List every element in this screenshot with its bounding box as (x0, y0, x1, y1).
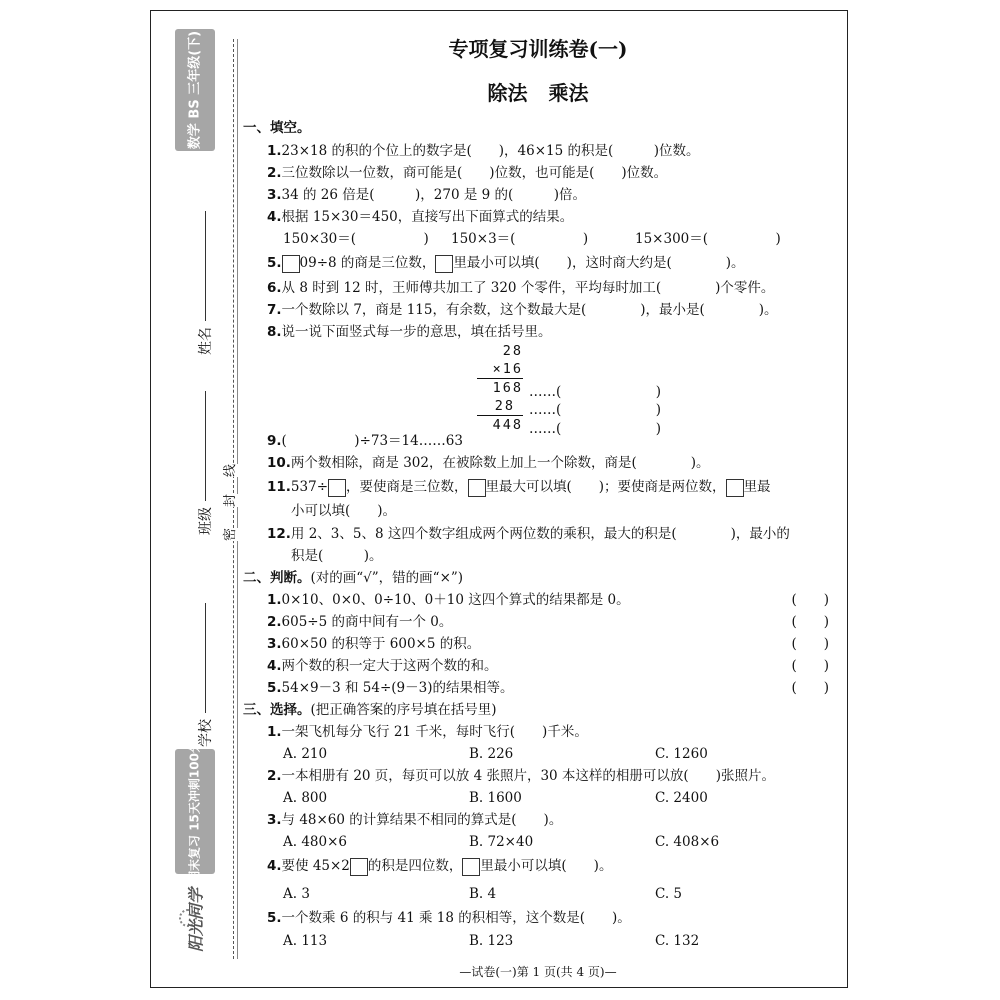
option-c[interactable]: C. 1260 (655, 746, 708, 762)
fill-q11 (267, 478, 833, 497)
q-num: 10. (267, 455, 291, 471)
q-num: 6. (267, 280, 282, 296)
section2-title: 二、判断。 (243, 570, 311, 586)
q-text: 605÷5 的商中间有一个 0。 (281, 614, 453, 630)
blank-box[interactable] (282, 255, 300, 273)
cut-word-line: 线 (217, 464, 240, 477)
q-num: 3. (267, 636, 282, 652)
q-num: 4. (267, 858, 282, 874)
q-text: ，要使商是三位数， (346, 479, 468, 495)
calc-note-1[interactable]: ……( ) (529, 384, 662, 400)
answer-brackets[interactable]: ( ) (791, 658, 829, 674)
option-a[interactable]: A. 3 (283, 886, 310, 902)
judge-item (267, 591, 833, 609)
fill-q7 (267, 301, 833, 319)
q-text: 的积是四位数， (367, 858, 463, 874)
q-text: 34 的 26 倍是( )，270 是 9 的( )倍。 (281, 187, 587, 203)
q-num: 5. (267, 910, 282, 926)
option-a[interactable]: A. 480×6 (283, 834, 347, 850)
option-a[interactable]: A. 113 (283, 933, 328, 949)
option-c[interactable]: C. 5 (655, 886, 683, 902)
review-tab (175, 740, 215, 883)
calc-line-3: 168 (492, 380, 523, 396)
calc-rule (477, 415, 523, 416)
q-text: 一架飞机每分飞行 21 千米，每时飞行( )千米。 (281, 724, 588, 740)
option-a[interactable]: A. 210 (283, 746, 328, 762)
choice-q5 (267, 909, 833, 927)
q-text: ( )÷73＝14……63 (281, 433, 463, 449)
q-text: 里最 (743, 479, 771, 495)
cut-word-secret: 密 (217, 528, 240, 541)
q4-part-b: 150×3＝( ) (451, 231, 589, 247)
blank-box[interactable] (468, 479, 486, 497)
brand-logo-text: 阳光同学 (186, 887, 206, 953)
fill-q12-line2: 积是( )。 (291, 548, 383, 564)
fill-q10 (267, 454, 833, 472)
q-num: 11. (267, 479, 291, 495)
option-b[interactable]: B. 123 (469, 933, 514, 949)
q-num: 4. (267, 209, 282, 225)
answer-brackets[interactable]: ( ) (791, 592, 829, 608)
page-footer: —试卷(一)第 1 页(共 4 页)— (459, 965, 617, 979)
q-text: 一本相册有 20 页，每页可以放 4 张照片，30 本这样的相册可以放( )张照片。 (281, 768, 775, 784)
q-num: 1. (267, 724, 282, 740)
judge-item (267, 679, 833, 697)
section3-title: 三、选择。 (243, 702, 311, 718)
q-num: 2. (267, 614, 282, 630)
judge-item (267, 613, 833, 631)
answer-brackets[interactable]: ( ) (791, 636, 829, 652)
q-text: 里最小可以填( )。 (480, 858, 613, 874)
option-b[interactable]: B. 72×40 (469, 834, 534, 850)
option-c[interactable]: C. 132 (655, 933, 700, 949)
cut-word-seal: 封 (217, 494, 240, 507)
blank-box[interactable] (726, 479, 744, 497)
fill-q6 (267, 279, 833, 297)
q4-part-c: 15×300＝( ) (635, 231, 781, 247)
name-field-label: 姓名 (198, 327, 214, 355)
blank-box[interactable] (328, 479, 346, 497)
q-num: 1. (267, 143, 282, 159)
option-c[interactable]: C. 408×6 (655, 834, 720, 850)
fill-q12 (267, 525, 833, 543)
blank-box[interactable] (350, 858, 368, 876)
q-text: 两个数相除，商是 302，在被除数上加上一个除数，商是( )。 (290, 455, 710, 471)
q-num: 1. (267, 592, 282, 608)
review-tab-text: 期末复习 15天冲刺100分 (187, 740, 202, 883)
q-num: 3. (267, 812, 282, 828)
q-num: 9. (267, 433, 282, 449)
q-text: 0×10、0×0、0÷10、0＋10 这四个算式的结果都是 0。 (281, 592, 630, 608)
q-num: 5. (267, 255, 282, 271)
brand-logo (173, 879, 217, 961)
calc-line-1: 28 (502, 343, 523, 359)
q-num: 5. (267, 680, 282, 696)
q-text: 一个数乘 6 的积与 41 乘 18 的积相等，这个数是( )。 (281, 910, 631, 926)
option-b[interactable]: B. 4 (469, 886, 497, 902)
answer-brackets[interactable]: ( ) (791, 680, 829, 696)
q-num: 2. (267, 768, 282, 784)
class-field-line (205, 391, 206, 501)
choice-q1 (267, 723, 833, 741)
binding-margin (151, 11, 237, 987)
q-text: 里最大可以填( )；要使商是两位数， (485, 479, 726, 495)
fill-q1 (267, 142, 833, 160)
q-text: 537÷ (290, 479, 329, 495)
answer-brackets[interactable]: ( ) (791, 614, 829, 630)
fill-q11-line2: 小可以填( )。 (291, 503, 397, 519)
choice-q3 (267, 811, 833, 829)
fill-q9 (267, 432, 833, 450)
choice-q4 (267, 857, 833, 876)
school-field-label: 学校 (198, 719, 214, 747)
grade-tab (175, 29, 215, 151)
q-num: 8. (267, 324, 282, 340)
calc-note-2[interactable]: ……( ) (529, 402, 662, 418)
judge-item (267, 657, 833, 675)
q-text: 三位数除以一位数，商可能是( )位数，也可能是( )位数。 (281, 165, 668, 181)
q-text: 23×18 的积的个位上的数字是( )，46×15 的积是( )位数。 (281, 143, 700, 159)
fill-q8 (267, 323, 833, 341)
school-field-line (205, 603, 206, 713)
calc-rule (477, 378, 523, 379)
option-b[interactable]: B. 226 (469, 746, 514, 762)
q-text: 09÷8 的商是三位数， (299, 255, 436, 271)
class-field-label: 班级 (198, 507, 214, 535)
calc-line-2: ×16 (492, 361, 523, 377)
fill-q3 (267, 186, 833, 204)
q-text: 从 8 时到 12 时，王师傅共加工了 320 个零件，平均每时加工( )个零件。 (281, 280, 775, 296)
option-a[interactable]: A. 800 (283, 790, 328, 806)
option-b[interactable]: B. 1600 (469, 790, 522, 806)
q-text: 一个数除以 7，商是 115，有余数，这个数最大是( )，最小是( )。 (281, 302, 778, 318)
fill-q2 (267, 164, 833, 182)
q-text: 60×50 的积等于 600×5 的积。 (281, 636, 481, 652)
q-num: 12. (267, 526, 291, 542)
q-num: 3. (267, 187, 282, 203)
section1-title: 一、填空。 (243, 120, 311, 136)
name-field-line (205, 211, 206, 321)
section2-header (243, 569, 833, 587)
calc-line-4: 28 (494, 398, 515, 414)
q-text: 与 48×60 的计算结果不相同的算式是( )。 (281, 812, 563, 828)
page-title: 专项复习训练卷(一) (448, 37, 628, 61)
grade-tab-text: 数学 BS 三年级(下) (187, 30, 203, 150)
q-num: 7. (267, 302, 282, 318)
exam-sheet (150, 10, 848, 988)
blank-box[interactable] (435, 255, 453, 273)
q-num: 2. (267, 165, 282, 181)
q-num: 4. (267, 658, 282, 674)
calc-note-3[interactable]: ……( ) (529, 421, 662, 437)
fill-q5 (267, 254, 833, 273)
q-text: 54×9－3 和 54÷(9－3)的结果相等。 (281, 680, 514, 696)
blank-box[interactable] (462, 858, 480, 876)
section3-header (243, 701, 833, 719)
q4-part-a: 150×30＝( ) (283, 231, 429, 247)
q-text: 根据 15×30＝450，直接写出下面算式的结果。 (281, 209, 574, 225)
choice-q2 (267, 767, 833, 785)
q-text: 要使 45×2 (281, 858, 350, 874)
q-text: 说一说下面竖式每一步的意思，填在括号里。 (281, 324, 552, 340)
judge-item (267, 635, 833, 653)
page-subtitle: 除法 乘法 (487, 81, 589, 105)
q-text: 用 2、3、5、8 这四个数字组成两个两位数的乘积，最大的积是( )，最小的 (290, 526, 790, 542)
q-text: 两个数的积一定大于这两个数的和。 (281, 658, 498, 674)
section3-note: (把正确答案的序号填在括号里) (310, 702, 497, 718)
fill-q4 (267, 208, 833, 226)
section2-note: (对的画“√”，错的画“×”) (310, 570, 464, 586)
calc-line-5: 448 (492, 417, 523, 433)
q-text: 里最小可以填( )，这时商大约是( )。 (453, 255, 745, 271)
option-c[interactable]: C. 2400 (655, 790, 708, 806)
